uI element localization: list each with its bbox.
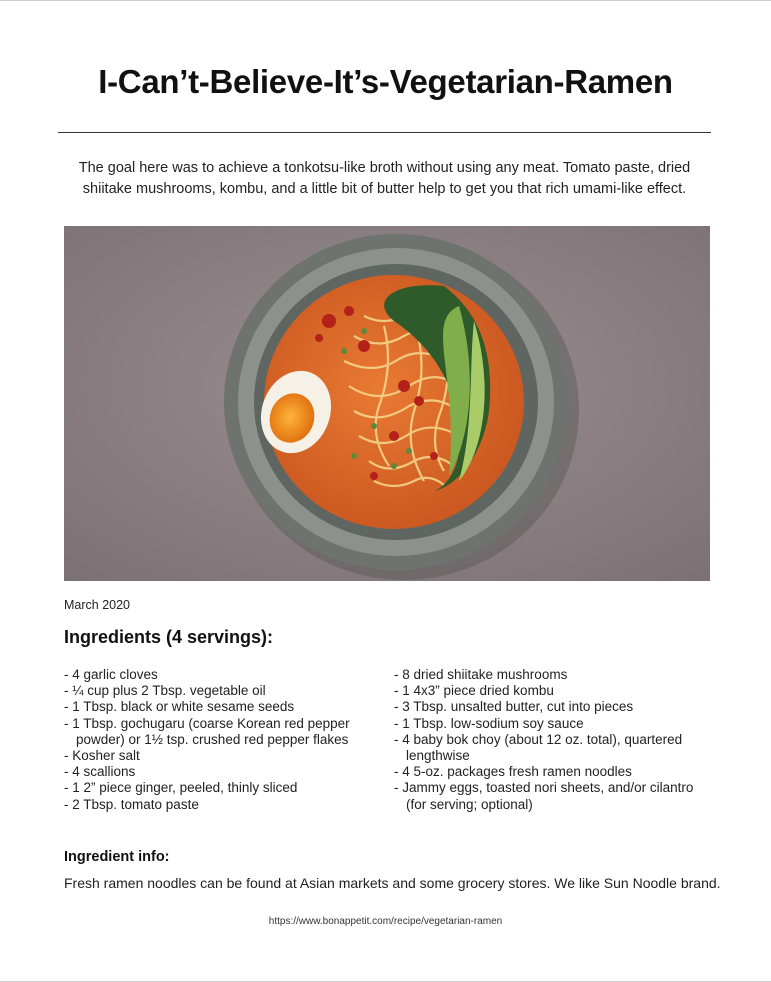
- recipe-title: I-Can’t-Believe-It’s-Vegetarian-Ramen: [98, 63, 673, 100]
- ingredient-item: - 1 Tbsp. black or white sesame seeds: [64, 699, 295, 715]
- ingredient-item: - 3 Tbsp. unsalted butter, cut into pieces: [394, 699, 634, 715]
- ramen-photo: [64, 226, 710, 581]
- ingredient-item: - 1 2” piece ginger, peeled, thinly sliced: [64, 780, 298, 796]
- recipe-date: March 2020: [64, 598, 131, 612]
- ingredient-item: - 1 Tbsp. gochugaru (coarse Korean red pepper powder) or 1½ tsp. crushed red pepper flakes: [64, 715, 350, 747]
- ingredient-item: - 1 Tbsp. low-sodium soy sauce: [394, 715, 584, 731]
- ingredients-list-left: [64, 667, 374, 813]
- ingredient-item: - 1 4x3” piece dried kombu: [394, 683, 554, 699]
- ingredient-item: - Jammy eggs, toasted nori sheets, and/or cilantro (for serving; optional): [394, 780, 694, 812]
- ingredient-item: - ¼ cup plus 2 Tbsp. vegetable oil: [64, 683, 266, 699]
- ingredient-item: - 4 garlic cloves: [64, 667, 158, 682]
- ingredient-item: - 4 baby bok choy (about 12 oz. total), quartered lengthwise: [394, 731, 683, 764]
- ingredient-item: - 2 Tbsp. tomato paste: [64, 796, 199, 812]
- ingredient-item: - 4 scallions: [64, 764, 136, 780]
- ingredient-info-heading: Ingredient info:: [64, 849, 170, 865]
- ingredient-item: - 4 5-oz. packages fresh ramen noodles: [394, 764, 632, 780]
- ingredient-item: - 8 dried shiitake mushrooms: [394, 667, 568, 682]
- source-url[interactable]: https://www.bonappetit.com/recipe/vegetarian-ramen: [268, 916, 503, 927]
- ingredients-heading: Ingredients (4 servings):: [64, 627, 274, 647]
- ingredient-info-text: Fresh ramen noodles can be found at Asian markets and some grocery stores. We like Sun Noodle brand.: [64, 875, 721, 891]
- title-divider: [58, 132, 711, 133]
- recipe-intro: The goal here was to achieve a tonkotsu-like broth without using any meat. Tomato paste, dried shiitake mushrooms, kombu, and a little bit of butter help to get you that rich umami-like effect.: [78, 160, 691, 197]
- ingredient-item: - Kosher salt: [64, 748, 140, 764]
- ingredients-list-right: [394, 667, 714, 813]
